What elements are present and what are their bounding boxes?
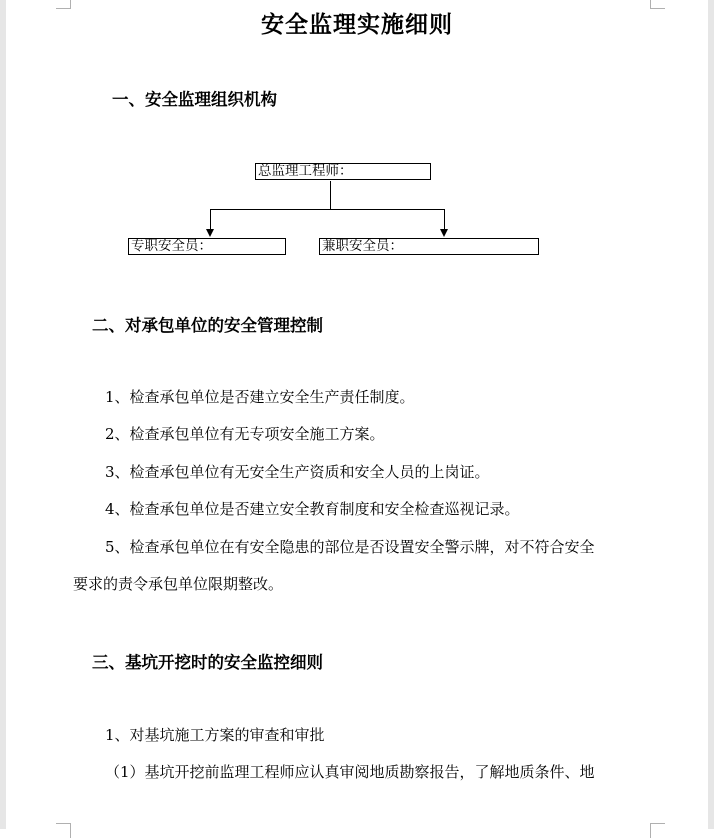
page-right-margin: [708, 0, 714, 829]
org-box-parttime-officer: 兼职安全员：: [319, 238, 539, 255]
list-item: （1）基坑开挖前监理工程师应认真审阅地质勘察报告，了解地质条件、地: [105, 763, 595, 781]
document-title: 安全监理实施细则: [261, 11, 453, 38]
list-item: 5、检查承包单位在有安全隐患的部位是否设置安全警示牌，对不符合安全: [105, 538, 595, 556]
arrow-down-icon: [440, 229, 448, 237]
crop-mark-bottom-right: [650, 823, 665, 838]
org-box-chief-supervisor: 总监理工程师：: [255, 163, 431, 180]
org-connector-right: [444, 209, 445, 229]
list-item: 1、检查承包单位是否建立安全生产责任制度。: [105, 388, 415, 406]
list-item: 1、对基坑施工方案的审查和审批: [105, 726, 325, 744]
page-left-margin: [0, 0, 6, 829]
list-item-continuation: 要求的责令承包单位限期整改。: [73, 575, 284, 593]
section-heading-excavation: 三、基坑开挖时的安全监控细则: [92, 653, 323, 672]
org-connector-horizontal: [210, 209, 445, 210]
crop-mark-bottom-left: [56, 823, 71, 838]
section-heading-contractor: 二、对承包单位的安全管理控制: [92, 316, 323, 335]
arrow-down-icon: [206, 229, 214, 237]
list-item: 2、检查承包单位有无专项安全施工方案。: [105, 425, 385, 443]
section-heading-org: 一、安全监理组织机构: [112, 90, 277, 109]
org-connector-left: [210, 209, 211, 229]
list-item: 4、检查承包单位是否建立安全教育制度和安全检查巡视记录。: [105, 500, 520, 518]
list-item: 3、检查承包单位有无安全生产资质和安全人员的上岗证。: [105, 463, 490, 481]
org-connector-vertical: [330, 181, 331, 210]
org-box-fulltime-officer: 专职安全员：: [128, 238, 286, 255]
